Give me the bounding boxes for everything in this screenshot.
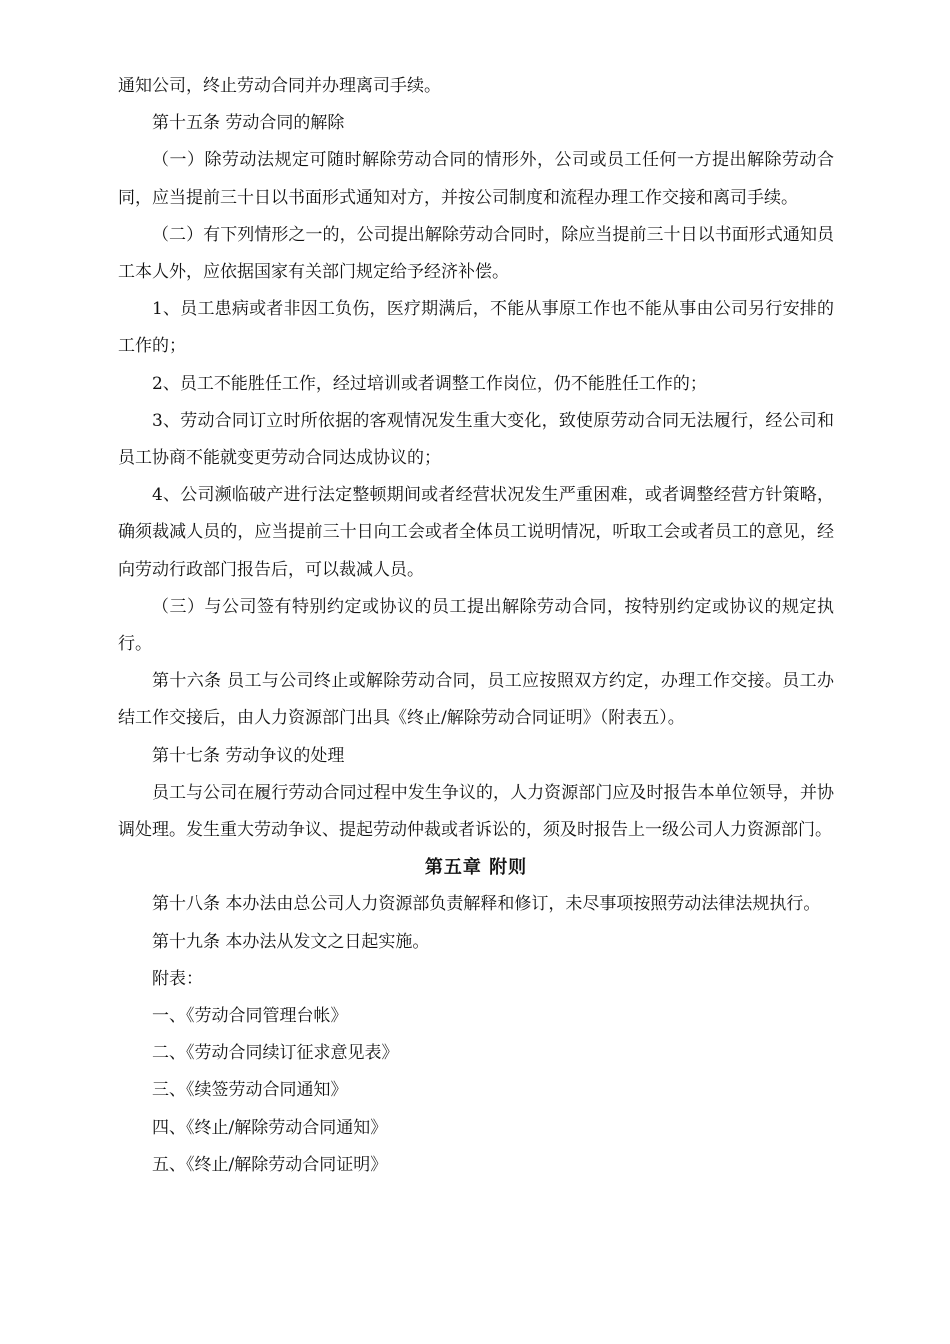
paragraph-continuation: 通知公司，终止劳动合同并办理离司手续。	[118, 76, 441, 96]
article-15-item-4: 4、公司濒临破产进行法定整顿期间或者经营状况发生严重困难，或者调整经营方针策略，确须裁减人员的，应当提前三十日向工会或者全体员工说明情况，听取工会或者员工的意见，经向劳动行政部门报告后，可以裁减人员。	[118, 485, 834, 580]
document-page	[118, 68, 834, 1184]
article-18: 第十八条 本办法由总公司人力资源部负责解释和修订，未尽事项按照劳动法律法规执行。	[152, 894, 821, 915]
appendix-item: 三、《续签劳动合同通知》	[152, 1080, 348, 1101]
article-15-item-1: 1、员工患病或者非因工负伤，医疗期满后，不能从事原工作也不能从事由公司另行安排的工作的；	[118, 299, 834, 357]
appendix-item: 一、《劳动合同管理台帐》	[152, 1006, 348, 1027]
appendix-item: 五、《终止/解除劳动合同证明》	[152, 1154, 388, 1175]
article-15-title: 第十五条 劳动合同的解除	[152, 113, 345, 134]
article-17-title: 第十七条 劳动争议的处理	[152, 745, 345, 766]
appendix-item: 四、《终止/解除劳动合同通知》	[152, 1117, 388, 1138]
appendix-list	[118, 998, 834, 1184]
article-16: 第十六条 员工与公司终止或解除劳动合同，员工应按照双方约定，办理工作交接。员工办结工作交接后，由人力资源部门出具《终止/解除劳动合同证明》（附表五）。	[118, 671, 834, 729]
article-15-item-2: 2、员工不能胜任工作，经过培训或者调整工作岗位，仍不能胜任工作的；	[152, 373, 707, 394]
article-19: 第十九条 本办法从发文之日起实施。	[152, 931, 430, 952]
section-before	[118, 68, 834, 849]
appendix-label: 附表：	[152, 968, 203, 989]
article-15-clause-2: （二）有下列情形之一的，公司提出解除劳动合同时，除应当提前三十日以书面形式通知员工本人外，应依据国家有关部门规定给予经济补偿。	[118, 224, 834, 283]
article-15-item-3: 3、劳动合同订立时所依据的客观情况发生重大变化，致使原劳动合同无法履行，经公司和员工协商不能就变更劳动合同达成协议的；	[118, 410, 834, 469]
article-17-body: 员工与公司在履行劳动合同过程中发生争议的，人力资源部门应及时报告本单位领导，并协调处理。发生重大劳动争议、提起劳动仲裁或者诉讼的，须及时报告上一级公司人力资源部门。	[118, 782, 834, 841]
section-after	[118, 886, 834, 998]
chapter-heading: 第五章 附则	[424, 857, 528, 879]
article-15-clause-3: （三）与公司签有特别约定或协议的员工提出解除劳动合同，按特别约定或协议的规定执行。	[118, 596, 834, 655]
appendix-item: 二、《劳动合同续订征求意见表》	[152, 1043, 399, 1064]
article-15-clause-1: （一）除劳动法规定可随时解除劳动合同的情形外，公司或员工任何一方提出解除劳动合同，应当提前三十日以书面形式通知对方，并按公司制度和流程办理工作交接和离司手续。	[118, 150, 834, 208]
